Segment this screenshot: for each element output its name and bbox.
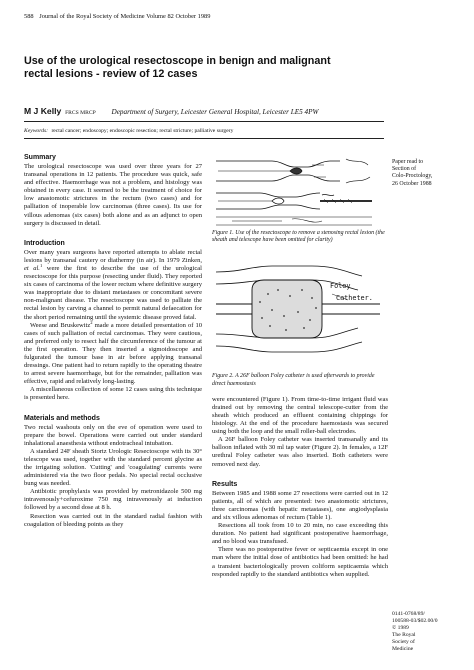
figure-1 xyxy=(212,153,388,244)
author-name: M J Kelly xyxy=(24,106,62,116)
top-rule xyxy=(24,121,384,122)
presentation-note: Paper read to Section of Colo-Proctology, 26 October 1988 xyxy=(392,159,433,187)
summary-heading: Summary xyxy=(24,154,56,161)
introduction-paragraph-2: Weese and Bruskewitz$^2$ made a more detailed presentation of 10 cases of such palliation of rectal carcinomas. They were cautious, and preferred only to resect half the circumference of the tumour at the first operation. They then inserted a sigmoidoscope and fulgurated the tumour base in air before applying transanal dressings. One patient had to return rapidly to the operating theatre to arrest severe haemorrhage, but for the remainder, palliation was effective, rapid and relatively long-lasting. xyxy=(24,319,202,386)
left-column xyxy=(24,153,202,529)
author-affiliation: Department of Surgery, Leicester General Hospital, Leicester LE5 4PW xyxy=(111,108,319,116)
results-heading: Results xyxy=(212,480,238,488)
results-paragraph-2: Resections all took from 10 to 20 min, no case exceeding this duration. No patient had significant postoperative haemorrhage, and no blood was transfused. xyxy=(212,522,388,546)
page-number: 588 xyxy=(24,13,34,20)
figure-1-caption: Figure 1. Use of the resectoscope to remove a stenosing rectal lesion (the sheath and telescope have been omitted for clarity) xyxy=(212,230,385,244)
introduction-heading: Introduction xyxy=(24,239,65,247)
keywords-text: rectal cancer; endoscopy; endoscopic resection; rectal stricture; palliative surgery xyxy=(51,128,234,134)
running-head xyxy=(24,13,210,20)
methods-continued-paragraph-2: A 26F balloon Foley catheter was inserted transanally and its balloon inflated with 30 ml tap water (Figure 2). In females, a 12F urethral Foley catheter was also inserted. Both catheters were removed next day. xyxy=(212,436,388,468)
results-paragraph-1: Between 1985 and 1988 some 27 resections were carried out in 12 patients, all of which are presented: two anastomotic strictures, three carcinomas (with hepatic metastases), one angiodysplasia and six villous adenomas of rectum (Table 1). xyxy=(212,489,388,521)
methods-paragraph-3: Antibiotic prophylaxis was provided by metronidazole 500 mg intravenously+cefuroxime 750 mg intravenously at induction followed by a second dose at 8 h. xyxy=(24,488,202,512)
right-column xyxy=(212,153,388,579)
methods-continued-paragraph-1: were encountered (Figure 1). From time-to-time irrigant fluid was drained out by removing the central telescope-cutter from the sheath which produced an effluent containing chippings for histology. At the end of the procedure haemostasis was secured using both the loop and the small roller-ball electrodes. xyxy=(212,395,388,436)
figure-2-label-catheter: Catheter. xyxy=(336,294,373,303)
methods-paragraph-2: A standard 24F sheath Stortz Urologic Resectoscope with its 30° telescope was used, together with the standard percent glycine as the irrigating solution. 'Cutting' and 'coagulating' currents were administered via the two floor pedals. No special rectal occlusive bung was needed. xyxy=(24,447,202,488)
bottom-rule xyxy=(24,138,384,139)
figure-1-illustration xyxy=(212,153,388,227)
methods-heading: Materials and methods xyxy=(24,414,100,422)
journal-citation: Journal of the Royal Society of Medicine Volume 82 October 1989 xyxy=(39,13,211,20)
keywords-label: Keywords: xyxy=(24,128,49,134)
results-paragraph-3: There was no postoperative fever or septicaemia except in one man where the initial dose of antibiotics had been omitted: he had a transient bacteriologically proven coliform septicaemia which responded rapidly to the standard antibiotics when supplied. xyxy=(212,546,388,578)
article-title: Use of the urological resectoscope in benign and malignant rectal lesions - review of 12 cases xyxy=(24,55,331,80)
figure-2-label-foley: Foley xyxy=(330,282,351,291)
introduction-paragraph-1: Over many years surgeons have reported attempts to ablate rectal lesions by transanal cautery or diathermy (in air). In 1979 Zinken, et al.$^1$ were the first to describe the use of the urological resectoscope for this purpose (resecting under fluid). They reported six cases of carcinoma of the lower rectum where definitive surgery was inappropriate due to distant metastases or concomitant severe non-malignant disease. The resectoscope was used to palliate the rectal lesion by carving a channel to permit natural defaecation for the short period remaining until the systemic disease proved fatal. xyxy=(24,248,202,321)
figure-2 xyxy=(212,254,388,387)
figure-2-caption: Figure 2. A 26F balloon Foley catheter is used afterwards to provide direct haemostasis xyxy=(212,373,375,387)
copyright-note: 0141-0768/89/ 100588-03/$02.00/0 © 1989 The Royal Society of Medicine xyxy=(392,611,438,652)
introduction-paragraph-3: A miscellaneous collection of some 12 cases using this technique is presented here. xyxy=(24,386,202,402)
figure-2-illustration xyxy=(212,254,388,370)
summary-text: The urological resectoscope was used over three years for 27 transanal operations in 12 patients. The procedure was quick, safe and effective. Haemorrhage was not a problem, and histology was obtained in every case. It seemed to be the treatment of choice for low anastomotic strictures in the rectum (two cases) and for palliation of inoperable low carcinomas (three cases). Its use for villous adenomas (six cases) both alone and as an adjunct to open surgery is discussed in detail. xyxy=(24,163,202,227)
methods-paragraph-1: Two rectal washouts only on the eve of operation were used to prepare the bowel. Operations were carried out under standard inhalational anaesthesia without endotracheal intubation. xyxy=(24,423,202,447)
methods-paragraph-4: Resection was carried out in the standard radial fashion with coagulation of bleeding points as they xyxy=(24,512,202,528)
author-qualifications: FRCS MRCP xyxy=(65,110,96,116)
keywords xyxy=(24,128,233,134)
author-line xyxy=(24,106,318,116)
